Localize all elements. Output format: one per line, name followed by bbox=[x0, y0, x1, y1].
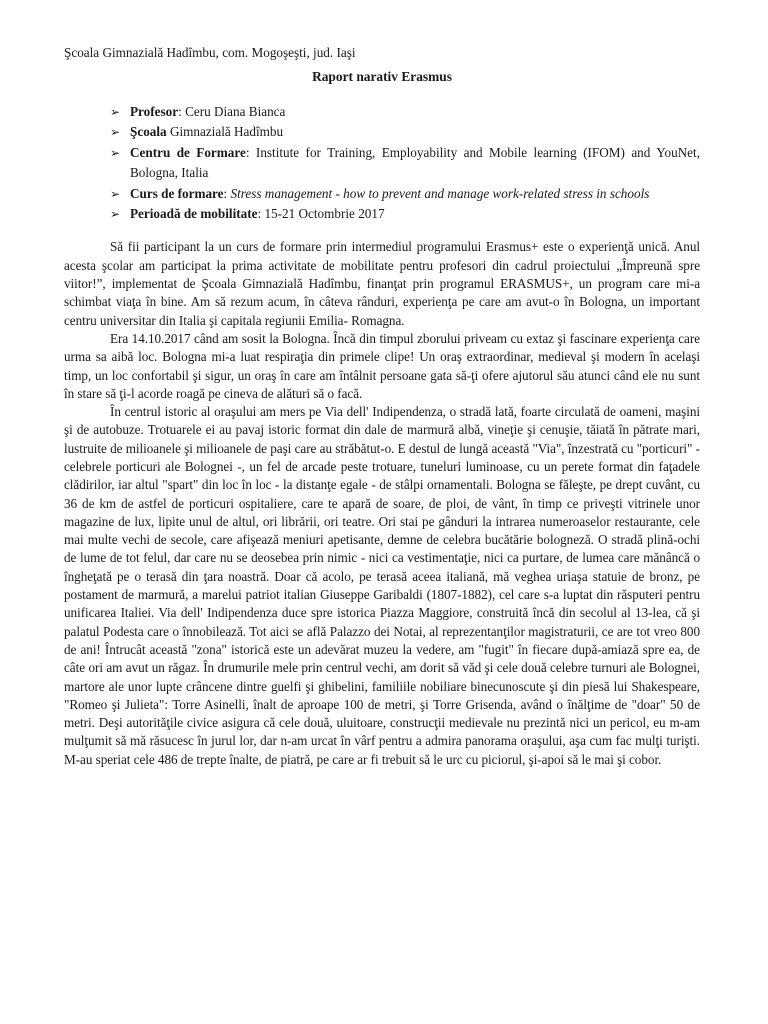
document-title: Raport narativ Erasmus bbox=[312, 69, 452, 84]
info-item-perioada-de-mobilitate bbox=[108, 204, 700, 224]
arrow-bullet-icon: ➢ bbox=[110, 125, 121, 140]
info-item-profesor bbox=[108, 102, 700, 122]
paragraph-historic-center: În centrul istoric al oraşului am mers pe Via dell' Indipendenza, o stradă lată, foarte circulată de oameni, maşini şi de autobuze. Trotuarele ei au pavaj istoric format din dale de marmură albă, vineţie şi cenuşie, tăiată în pătrate mari, lustruite de milioanele şi milioanele de paşi care au străbătut-o. E destul de lungă această "Via", înzestrată cu "porticuri" - celebrele porticuri ale Bolognei -, un fel de arcade peste trotuare, tuneluri luminoase, cu un perete format din faţadele clădirilor, iar altul "spart" din loc în loc - la distanţe egale - de stâlpi ornamentali. Bologna se făleşte, pe drept cuvânt, cu 36 de km de astfel de porticuri ospitaliere, care te apară de soare, de ploi, de vânt, în timp ce priveşti vitrinele unor magazine de lux, lipite unul de altul, ori librării, ori teatre. Ori stai pe gânduri la intrarea numeroaselor restaurante, cele mai multe vechi de secole, care afişează meniuri apetisante, demne de celebra bucătărie bologneză. O stradă plină-ochi de lume de tot felul, dar care nu se deosebea prin nimic - nici ca vestimentaţie, nici ca purtare, de lumea care mănâncă o îngheţată pe o terasă din ţara noastră. Doar că acolo, pe terasă aceea italiană, mă veghea uriaşa statuie de bronz, pe postament de marmură, a marelui patriot italian Giuseppe Garibaldi (1807-1882), cel care s-a luptat din răsputeri pentru unificarea Italiei. Via dell' Indipendenza duce spre istorica Piazza Maggiore, construită încă din secolul al 13-lea, că şi palatul Podesta care o înnobilează. Tot aici se află Palazzo dei Notai, al reprezentanţilor magistraturii, ce are tot vreo 800 de ani! Întrucât această "zona" istorică este un adevărat muzeu la vedere, am "fugit" în fiecare după-amiază spre ea, de câte ori am avut un răgaz. În drumurile mele prin centrul vechi, am dorit să văd şi cele două celebre turnuri ale Bolognei, martore ale unor lupte crâncene dintre guelfi şi ghibelini, familiile nobiliare binecunoscute şi din piesă lui Shakespeare, "Romeo şi Julieta": Torre Asinelli, înalt de aproape 100 de metri, şi Torre Grisenda, având o înălţime de "doar" 50 de metri. Deşi autorităţile civice asigura că cele două, uluitoare, construcţii medievale nu prezintă nici un pericol, eu m-am mulţumit să mă răsucesc în jurul lor, dar n-am urcat în vârf pentru a admira panorama oraşului, aşa cum fac mulţi turişti. M-au speriat cele 486 de trepte înalte, de piatră, pe care ar fi trebuit să le urc cu piciorul, şi-apoi să le mai şi cobor. bbox=[64, 404, 700, 767]
info-separator: : bbox=[223, 185, 231, 201]
info-label: Profesor bbox=[130, 104, 179, 119]
info-label: Şcoala bbox=[130, 124, 167, 140]
info-label: Centru de Formare bbox=[130, 144, 246, 160]
info-separator: : bbox=[245, 144, 256, 160]
info-value: Ceru Diana Bianca bbox=[185, 104, 286, 119]
info-value: Gimnazială Hadîmbu bbox=[169, 124, 284, 140]
info-item-curs-de-formare bbox=[108, 184, 700, 204]
school-header: Şcoala Gimnazială Hadîmbu, com. Mogoşeşti, jud. Iaşi bbox=[64, 45, 356, 60]
info-separator: : bbox=[178, 104, 186, 119]
paragraph-arrival: Era 14.10.2017 când am sosit la Bologna. Încă din timpul zborului priveam cu extaz şi fascinare experienţa care urma sa aibă loc. Bologna mi-a luat respiraţia din primele clipe! Un oraş extraordinar, medieval şi modern în acelaşi timp, un loc confortabil şi sigur, un oraş în care am întâlnit persoane gata să-ţi ofere ajutorul său atunci când ele nu sunt în stare să ţi-l acorde roagă pe cineva de alături să o facă. bbox=[64, 330, 700, 401]
info-value: 15-21 Octombrie 2017 bbox=[264, 206, 385, 222]
info-value: Institute for Training, Employability and Mobile learning (IFOM) and YouNet, Bologna, Italia bbox=[130, 144, 701, 181]
paragraph-intro: Să fii participant la un curs de formare prin intermediul programului Erasmus+ este o experienţă unică. Anul acesta şcolar am participat la prima activitate de mobilitate pentru profesori din cadrul proiectului „Împreună spre viitor!”, implementat de Şcoala Gimnazială Hadîmbu, finanţat prin programul ERASMUS+, un program care mi-a schimbat viaţa în bine. Am să rezum acum, în câteva rânduri, experienţa pe care am avut-o în Bologna, un important centru universitar din Italia şi capitala regiunii Emilia- Romagna. bbox=[64, 239, 700, 328]
info-label: Curs de formare bbox=[130, 185, 224, 201]
info-separator: : bbox=[257, 206, 265, 222]
report-body bbox=[64, 238, 700, 769]
arrow-bullet-icon: ➢ bbox=[110, 145, 121, 160]
arrow-bullet-icon: ➢ bbox=[110, 207, 121, 222]
info-label: Perioadă de mobilitate bbox=[130, 206, 258, 222]
info-item-centru-de-formare bbox=[108, 143, 700, 184]
info-list bbox=[64, 102, 700, 224]
info-value: Stress management - how to prevent and manage work-related stress in schools bbox=[230, 185, 650, 201]
info-item-scoala bbox=[108, 122, 700, 142]
arrow-bullet-icon: ➢ bbox=[110, 105, 121, 119]
arrow-bullet-icon: ➢ bbox=[110, 186, 121, 201]
